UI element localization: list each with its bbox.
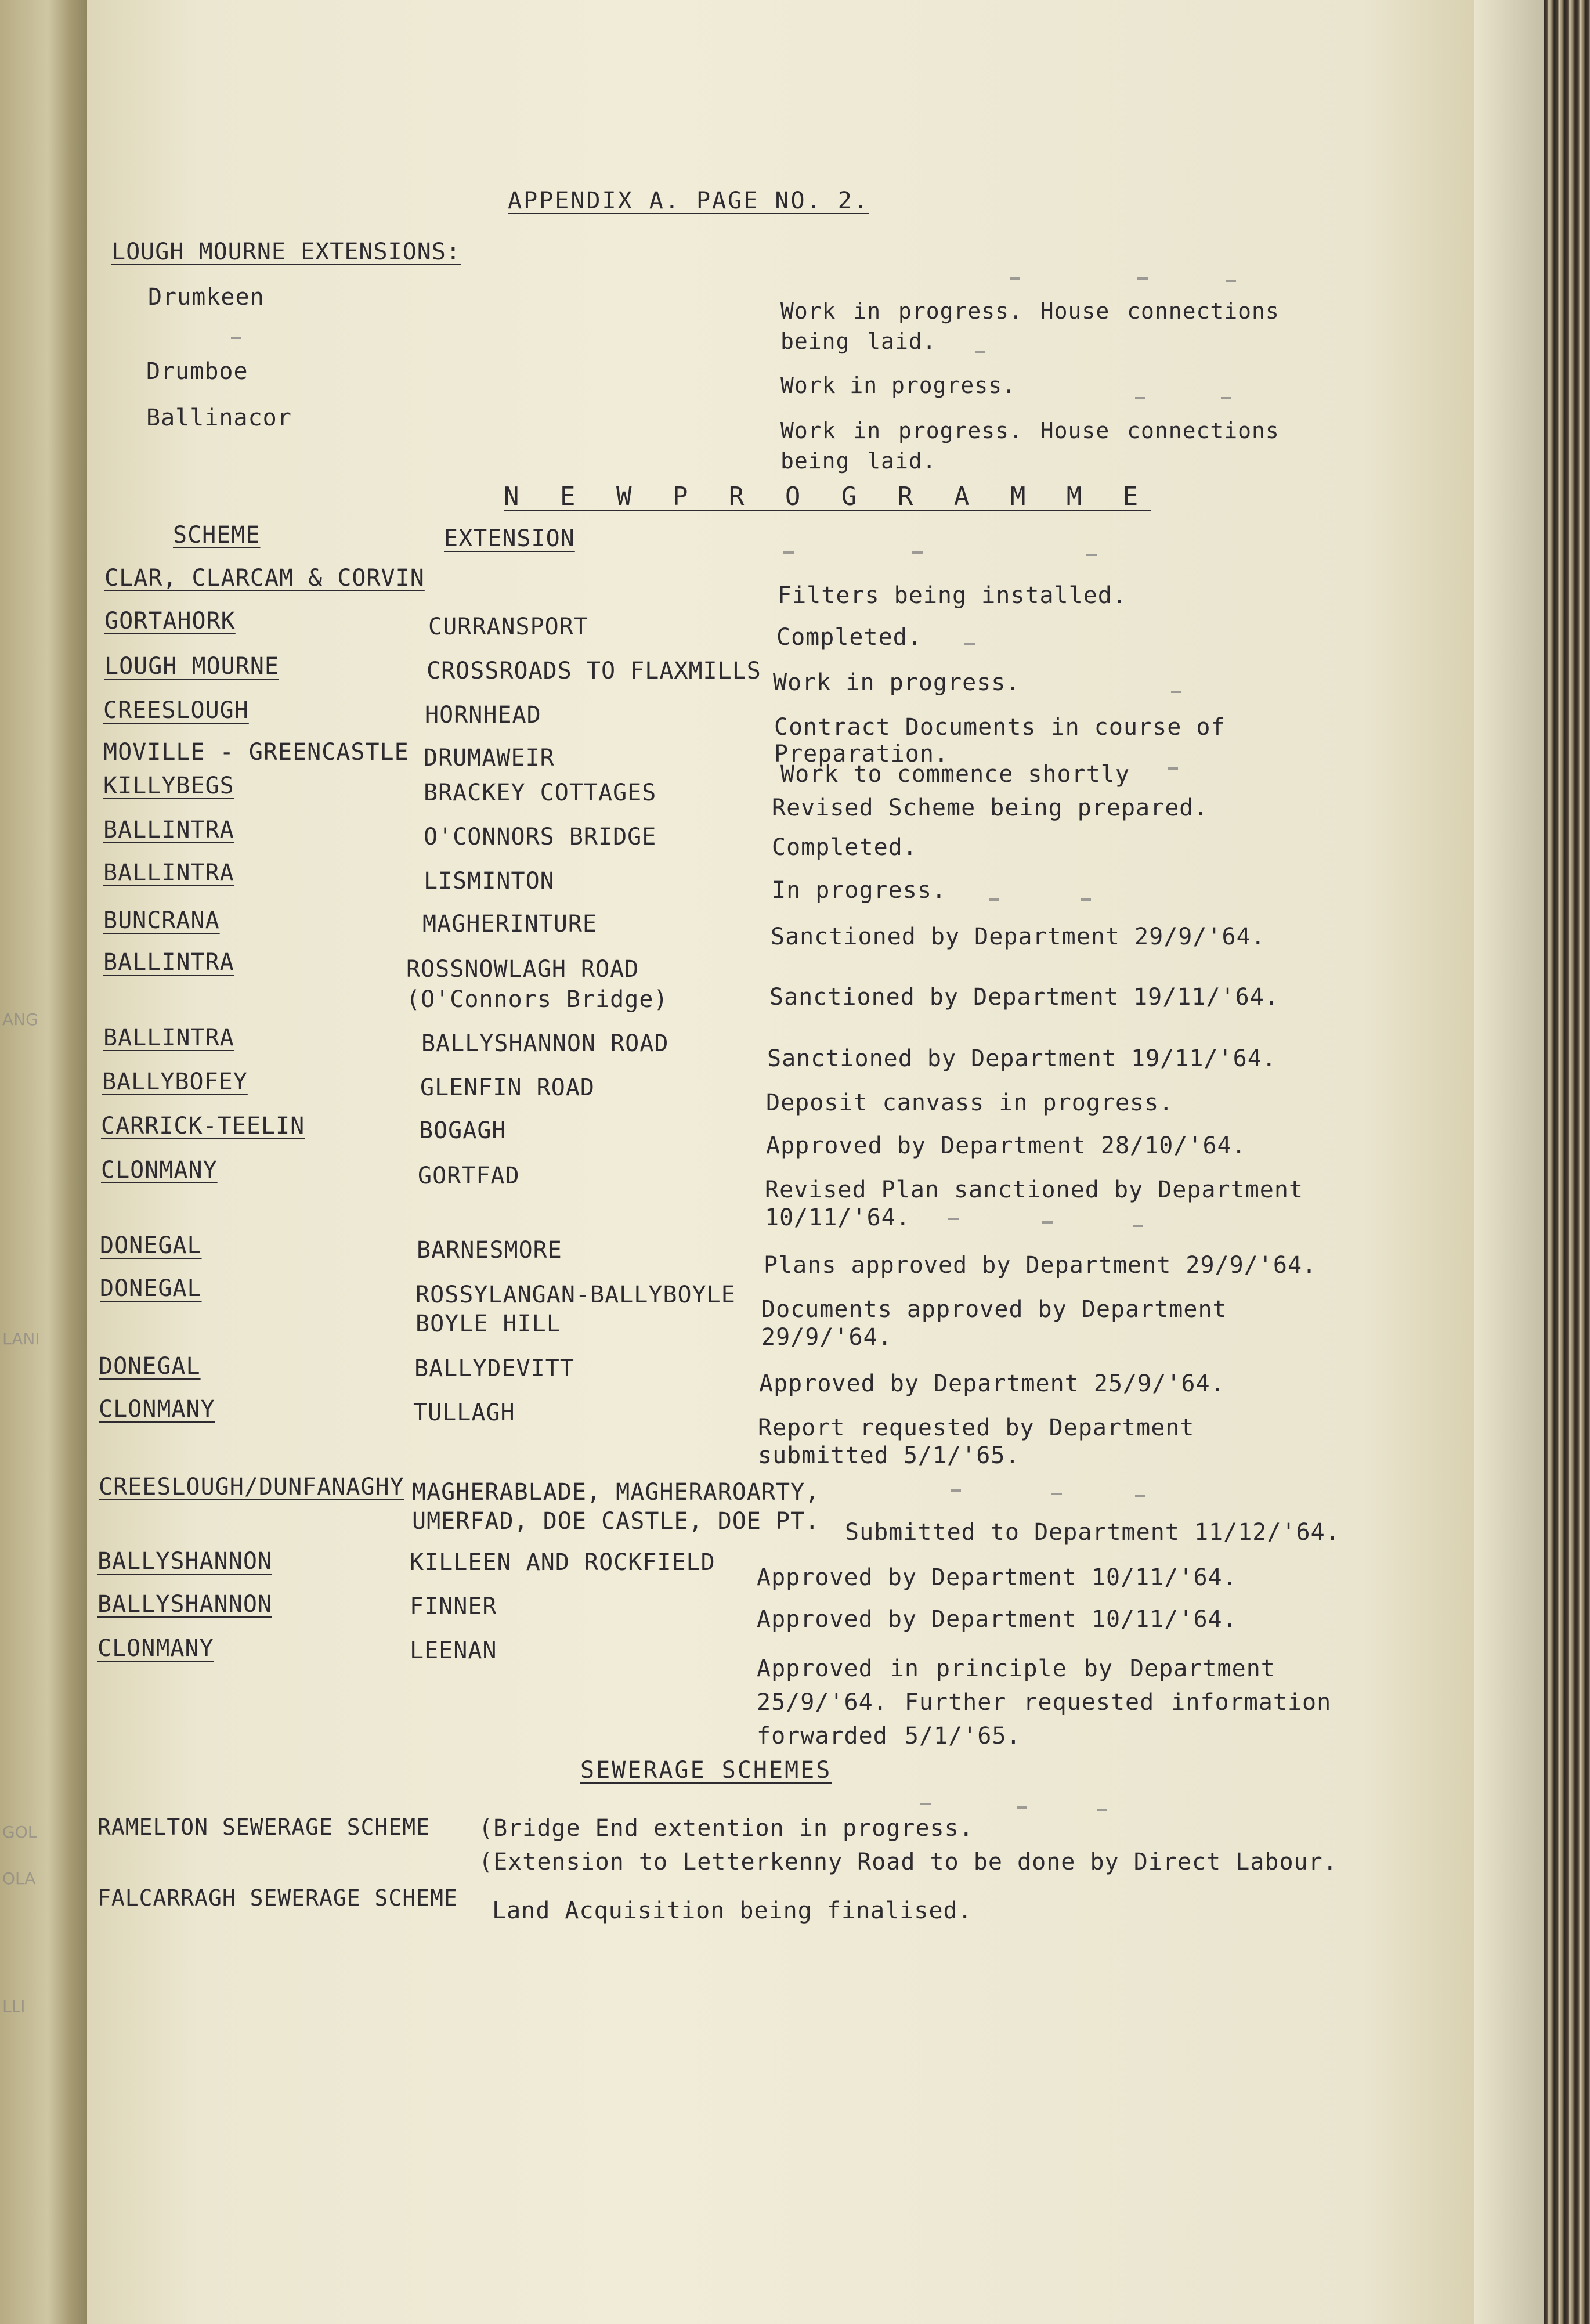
table-row-scheme: CLONMANY [101,1157,218,1183]
table-row-scheme: BALLYBOFEY [102,1069,248,1095]
table-row-status: Sanctioned by Department 29/9/'64. [771,923,1266,950]
left-edge-fragment: GOL [2,1823,37,1842]
table-row-scheme: DONEGAL [100,1275,202,1302]
stray-mark [783,551,794,554]
table-row-extension: O'CONNORS BRIDGE [424,824,657,850]
lough-mourne-scheme: Ballinacor [146,405,292,431]
table-row-status: Revised Scheme being prepared. [772,795,1209,821]
stray-mark [920,1803,931,1805]
stray-mark [1097,1809,1107,1811]
table-row-status: Approved by Department 10/11/'64. [757,1606,1237,1633]
table-row-scheme: CLAR, CLARCAM & CORVIN [104,565,425,591]
table-row-extension: LEENAN [410,1637,497,1664]
table-row-status: Deposit canvass in progress. [766,1089,1174,1116]
table-row-scheme: CREESLOUGH/DUNFANAGHY [99,1474,404,1500]
table-row-scheme: BUNCRANA [103,907,220,934]
lough-mourne-heading: LOUGH MOURNE EXTENSIONS: [111,239,461,265]
table-row-status: Submitted to Department 11/12/'64. [845,1519,1340,1546]
table-row-scheme: BALLINTRA [103,1024,234,1051]
table-row-status: Completed. [776,624,922,651]
table-row-scheme: BALLINTRA [103,817,234,843]
stray-mark [1133,1225,1143,1227]
table-row-extension: HORNHEAD [425,702,541,728]
page-curl-shadow [1474,0,1544,2324]
table-row-scheme: DONEGAL [100,1232,202,1259]
table-row-extension: BOGAGH [419,1117,507,1144]
stray-mark [1137,277,1148,280]
table-row-status: Filters being installed. [778,582,1127,609]
table-row-scheme: BALLINTRA [103,949,234,976]
sewerage-status: Land Acquisition being finalised. [492,1897,973,1924]
table-row-extension: CROSSROADS TO FLAXMILLS [427,658,761,684]
stray-mark [1135,397,1145,399]
table-row-scheme: KILLYBEGS [103,773,234,799]
table-row-status: Plans approved by Department 29/9/'64. [764,1252,1317,1279]
left-page-binding [0,0,87,2324]
stray-mark [1081,898,1091,901]
sewerage-scheme: FALCARRAGH SEWERAGE SCHEME [97,1885,458,1911]
left-edge-fragment: ANG [2,1010,38,1029]
stray-mark [231,337,241,339]
left-edge-fragment: LLI [2,1997,26,2016]
table-row-status: Sanctioned by Department 19/11/'64. [769,984,1279,1011]
table-row-status: Contract Documents in course of Preparation. [774,714,1226,767]
table-row-extension: MAGHERINTURE [422,911,597,937]
table-row-extension: KILLEEN AND ROCKFIELD [410,1549,716,1576]
left-edge-fragment: OLA [2,1869,36,1888]
stray-mark [975,351,985,353]
table-row-status: Approved by Department 28/10/'64. [766,1132,1246,1159]
table-row-status: Work to commence shortly [780,761,1130,788]
table-row-scheme: MOVILLE - GREENCASTLE [103,739,409,766]
stray-mark [1171,691,1181,693]
stray-mark [1135,1495,1145,1497]
table-row-extension: FINNER [410,1593,497,1620]
table-row-scheme: BALLYSHANNON [97,1591,272,1618]
stray-mark [1051,1493,1062,1495]
table-row-status: Revised Plan sanctioned by Department 10/11/'64. [765,1177,1304,1231]
table-row-scheme: BALLINTRA [103,860,234,886]
stray-mark [951,1489,961,1492]
table-row-extension: TULLAGH [413,1399,515,1426]
stray-mark [1042,1221,1053,1224]
lough-mourne-status: Work in progress. House connections being laid. [780,418,1280,474]
table-row-extension: LISMINTON [424,868,555,894]
right-page-edges [1544,0,1590,2324]
table-row-status: Report requested by Department submitted 5/1/'65. [758,1414,1195,1469]
stray-mark [1221,397,1231,399]
table-row-status: Completed. [772,834,917,861]
table-row-status: Approved by Department 25/9/'64. [759,1370,1225,1397]
table-row-extension: GORTFAD [418,1163,520,1189]
scheme-column-header: SCHEME [173,522,261,548]
lough-mourne-status: Work in progress. [780,373,1016,398]
stray-mark [1017,1806,1027,1809]
table-row-extension: GLENFIN ROAD [420,1074,595,1101]
table-row-status: Approved in principle by Department 25/9/'64. Further requested information forwarded 5/1/'65. [757,1655,1332,1749]
lough-mourne-status: Work in progress. House connections being laid. [780,298,1280,354]
sewerage-scheme: RAMELTON SEWERAGE SCHEME [97,1814,431,1840]
table-row-extension: ROSSYLANGAN-BALLYBOYLE BOYLE HILL [415,1282,736,1337]
table-row-status: Sanctioned by Department 19/11/'64. [767,1045,1277,1072]
table-row-scheme: CREESLOUGH [103,697,249,724]
table-row-status: Approved by Department 10/11/'64. [757,1564,1237,1591]
table-row-scheme: GORTAHORK [104,608,236,634]
table-row-scheme: CLONMANY [99,1396,215,1423]
extension-column-header: EXTENSION [444,525,575,552]
table-row-extension: BALLYSHANNON ROAD [421,1030,669,1057]
table-row-scheme: CARRICK-TEELIN [101,1113,305,1139]
sewerage-heading: SEWERAGE SCHEMES [580,1757,832,1784]
table-row-extension: ROSSNOWLAGH ROAD (O'Connors Bridge) [406,956,668,1013]
left-edge-fragment: LANI [2,1329,40,1348]
stray-mark [912,551,923,554]
lough-mourne-scheme: Drumboe [146,358,248,385]
table-row-scheme: LOUGH MOURNE [104,653,279,680]
stray-mark [989,898,999,901]
table-row-extension: BALLYDEVITT [414,1355,574,1382]
stray-mark [1010,277,1020,280]
table-row-extension: MAGHERABLADE, MAGHERAROARTY, UMERFAD, DOE CASTLE, DOE PT. [412,1479,820,1535]
stray-mark [1226,280,1236,282]
sewerage-status: (Extension to Letterkenny Road to be done by Direct Labour. [479,1849,1338,1875]
sewerage-status: (Bridge End extention in progress. [479,1815,974,1842]
lough-mourne-scheme: Drumkeen [148,284,265,311]
page-title: APPENDIX A. PAGE NO. 2. [508,187,869,214]
table-row-scheme: BALLYSHANNON [97,1548,272,1575]
table-row-extension: CURRANSPORT [428,614,588,640]
table-row-status: Documents approved by Department 29/9/'64. [761,1296,1227,1351]
table-row-extension: BARNESMORE [417,1237,562,1264]
stray-mark [1168,767,1178,770]
table-row-status: Work in progress. [773,669,1021,696]
stray-mark [948,1218,959,1220]
table-row-scheme: CLONMANY [97,1635,214,1662]
table-row-extension: BRACKEY COTTAGES [424,780,657,806]
new-programme-heading: N E W P R O G R A M M E [504,482,1151,511]
table-row-extension: DRUMAWEIR [424,745,555,771]
table-row-status: In progress. [772,877,946,904]
stray-mark [1086,554,1097,556]
stray-mark [964,643,975,645]
table-row-scheme: DONEGAL [99,1353,201,1380]
